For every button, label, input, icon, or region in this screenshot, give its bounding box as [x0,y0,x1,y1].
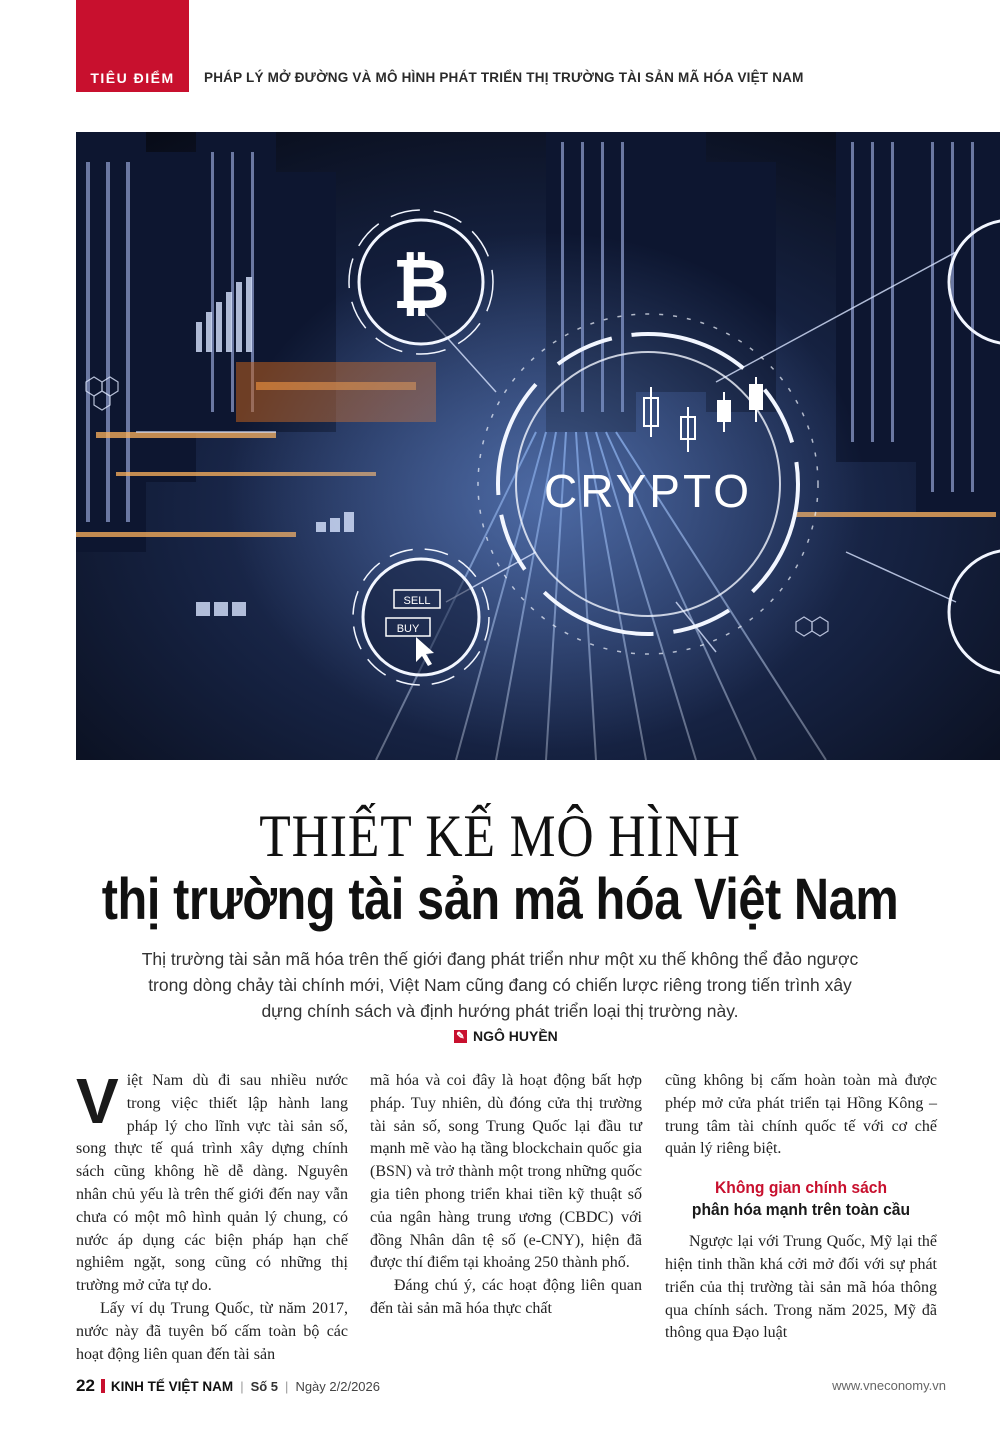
hero-image [76,132,1000,760]
website-link[interactable]: www.vneconomy.vn [832,1378,946,1393]
byline [454,1028,558,1044]
section-tag-label: TIÊU ĐIỂM [90,70,175,86]
crypto-city-illustration [76,132,1000,760]
section-title: PHÁP LÝ MỞ ĐƯỜNG VÀ MÔ HÌNH PHÁT TRIỂN THỊ TRƯỜNG TÀI SẢN MÃ HÓA VIỆT NAM [204,70,804,85]
issue-number: Số 5 [250,1378,279,1394]
magazine-name: KINH TẾ VIỆT NAM [110,1378,234,1394]
paragraph: Ngược lại với Trung Quốc, Mỹ lại thể hiện tinh thần khá cởi mở đối với sự phát triển của thị trường tài sản mã hóa thông qua chính sách. Trong năm 2025, Mỹ đã thông qua Đạo luật [665,1233,937,1342]
page-footer [76,1376,380,1396]
article-lead: Thị trường tài sản mã hóa trên thế giới đang phát triển như một xu thế không thể đảo ngược trong dòng chảy tài chính mới, Việt Nam cũng đang có chiến lược riêng trong tiến trình xây dựng chính sách và định hướng phát triển loại thị trường này. [141,949,859,1021]
headline-line-2: thị trường tài sản mã hóa Việt Nam [101,867,899,932]
buy-sell-icon [353,549,489,685]
svg-text:BUY: BUY [396,623,420,635]
subhead-line-1: Không gian chính sách [714,1178,888,1198]
body-column-3 [665,1070,937,1345]
drop-cap: V [76,1065,119,1137]
paragraph: Việt Nam dù đi sau nhiều nước trong việc thiết lập hành lang pháp lý cho lĩnh vực tài sản số, song thực tế quá trình xây dựng chính sách cũng không hề dễ dàng. Nguyên nhân chủ yếu là trên thế giới đến nay vẫn chưa có một mô hình quản lý chung, có nước áp dụng các biện pháp hạn chế nghiêm ngặt, song cũng có những thị trường mở cửa tự do. [76,1065,348,1295]
body-column-2 [370,1070,642,1321]
pen-icon: ✎ [454,1030,467,1043]
issue-date: Ngày 2/2/2026 [295,1378,381,1394]
section-tag [76,0,189,92]
paragraph: cũng không bị cấm hoàn toàn mà được phép mở cửa phát triển tại Hồng Kông – trung tâm tài chính quốc tế với cơ chế quản lý riêng biệt. [665,1072,937,1158]
paragraph: Lấy ví dụ Trung Quốc, từ năm 2017, nước này đã tuyên bố cấm toàn bộ các hoạt động liên quan đến tài sản [76,1299,348,1363]
footer-accent-bar [101,1379,105,1393]
svg-text:₿: ₿ [392,243,450,325]
author-name: NGÔ HUYỀN [473,1028,558,1044]
paragraph: mã hóa và coi đây là hoạt động bất hợp pháp. Tuy nhiên, dù đóng cửa thị trường tài sản số, song Trung Quốc lại đầu tư mạnh mẽ vào hạ tầng blockchain quốc gia (BSN) và trở thành một trong những quốc gia tiên phong triển khai tiền kỹ thuật số của ngân hàng trung ương (CBDC) với đồng Nhân dân tệ số (e-CNY), hiện đã được thí điểm tại khoảng 250 thành phố. [370,1072,642,1272]
body-column-1 [76,1065,348,1366]
crypto-label: CRYPTO [543,465,753,517]
page-number: 22 [76,1376,95,1395]
divider: | [240,1378,244,1394]
headline-line-1: THIẾT KẾ MÔ HÌNH [259,803,741,869]
svg-text:SELL: SELL [403,595,431,607]
subhead-line-2: phân hóa mạnh trên toàn cầu [691,1200,911,1220]
divider: | [285,1378,289,1394]
paragraph: Đáng chú ý, các hoạt động liên quan đến tài sản mã hóa thực chất [370,1277,642,1317]
